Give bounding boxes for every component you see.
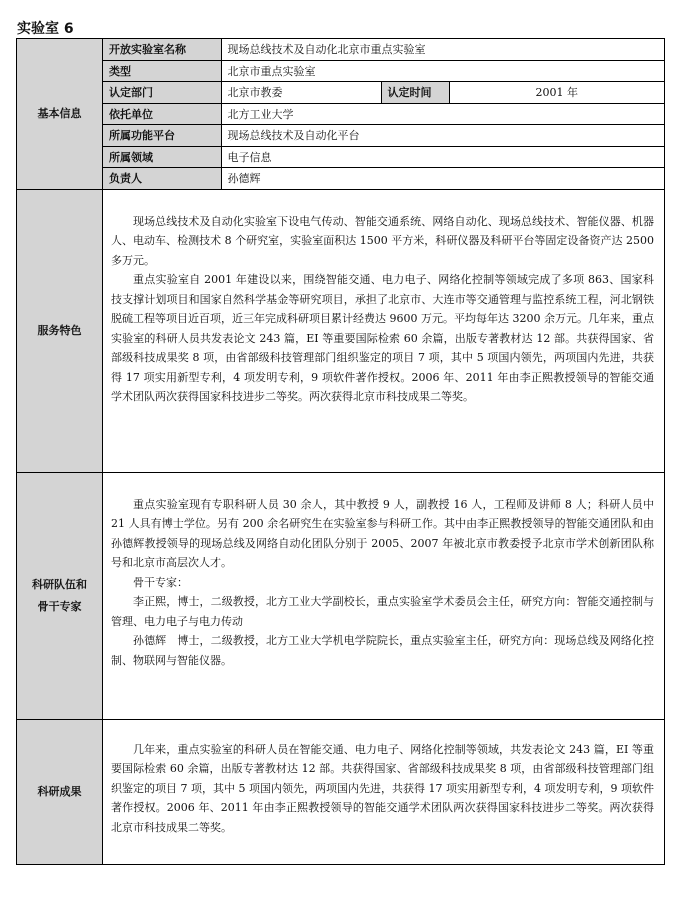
- value-field: 电子信息: [221, 146, 664, 168]
- service-paragraph: 重点实验室自 2001 年建设以来，围绕智能交通、电力电子、网络化控制等领域完成了多项 863、国家科技支撑计划项目和国家自然科学基金等研究项目，承担了北京市、大连市等交通管理与监控系统工程，河北钢铁脱硫工程等项目近百项，近三年完成科研项目累计经费达 9600 万元。平均每年达 3200 余万元。几年来，重点实验室的科研人员共发表论文 243 篇，EI 等重要国际检索 60 余篇，出版专著教材达 12 部。共获得国家、省部级科技成果奖 8 项，由省部级科技管理部门组织鉴定的项目 7 项，其中 5 项国内领先，两项国内先进，共获得 17 项实用新型专利，4 项发明专利，9 项软件著作授权。2006 年、2011 年由李正熙教授领导的智能交通学术团队两次获得国家科技进步二等奖。两次获得北京市科技成果二等奖。: [111, 273, 654, 403]
- label-dept: 认定部门: [103, 82, 221, 104]
- results-paragraph: 几年来，重点实验室的科研人员在智能交通、电力电子、网络化控制等领域，共发表论文 243 篇，EI 等重要国际检索 60 余篇，出版专著教材达 12 部。共获得国家、省部级科技成果奖 8 项，由省部级科技管理部门组织鉴定的项目 7 项，其中 5 项国内领先，两项国内先进，共获得 17 项实用新型专利，4 项发明专利，9 项软件著作授权。2006 年、2011 年由李正熙教授领导的智能交通学术团队两次获得国家科技进步二等奖。两次获得北京市科技成果二等奖。: [111, 742, 654, 834]
- label-field: 所属领域: [103, 146, 221, 168]
- label-time: 认定时间: [381, 82, 449, 104]
- info-row-platform: [103, 125, 664, 147]
- value-time: 2001 年: [449, 82, 664, 104]
- label-head: 负责人: [103, 168, 221, 189]
- value-lab-name: 现场总线技术及自动化北京市重点实验室: [221, 39, 664, 60]
- section-label-basic: 基本信息: [17, 39, 103, 190]
- info-row-field: [103, 146, 664, 168]
- info-row-type: [103, 60, 664, 82]
- value-platform: 现场总线技术及自动化平台: [221, 125, 664, 147]
- value-type: 北京市重点实验室: [221, 60, 664, 82]
- basic-info-cell: [103, 39, 665, 190]
- label-type: 类型: [103, 60, 221, 82]
- lab-info-table: [16, 38, 665, 865]
- info-row-host: [103, 103, 664, 125]
- section-label-team: [17, 472, 103, 719]
- service-text-cell: [103, 189, 665, 472]
- team-row: [17, 472, 665, 719]
- team-paragraph: 孙德辉 博士，二级教授，北方工业大学机电学院院长，重点实验室主任，研究方向：现场总线及网络化控制、物联网与智能仪器。: [111, 634, 654, 667]
- value-host: 北方工业大学: [221, 103, 664, 125]
- section-label-team-line2: 骨干专家: [37, 599, 82, 613]
- info-row-head: [103, 168, 664, 189]
- team-paragraph: 重点实验室现有专职科研人员 30 余人，其中教授 9 人，副教授 16 人，工程师及讲师 8 人；科研人员中 21 人具有博士学位。另有 200 余名研究生在实验室参与科研工作。其中由李正熙教授领导的智能交通团队和由孙德辉教授领导的现场总线及网络自动化团队分别于 2005、2007 年被北京市教委授予北京市学术创新团队称号和北京市高层次人才。: [111, 497, 654, 569]
- service-row: [17, 189, 665, 472]
- basic-info-row: [17, 39, 665, 190]
- section-label-team-line1: 科研队伍和: [32, 577, 87, 591]
- value-head: 孙德辉: [221, 168, 664, 189]
- results-text-cell: [103, 719, 665, 864]
- team-paragraph: 李正熙，博士，二级教授，北方工业大学副校长，重点实验室学术委员会主任，研究方向：智能交通控制与管理、电力电子与电力传动: [111, 595, 654, 628]
- value-dept: 北京市教委: [221, 82, 381, 104]
- team-paragraph: 骨干专家：: [133, 575, 188, 589]
- label-platform: 所属功能平台: [103, 125, 221, 147]
- label-host: 依托单位: [103, 103, 221, 125]
- info-row-name: [103, 39, 664, 60]
- page-title: 实验室 6: [17, 21, 74, 37]
- results-row: [17, 719, 665, 864]
- label-lab-name: 开放实验室名称: [103, 39, 221, 60]
- info-row-dept: [103, 82, 664, 104]
- service-paragraph: 现场总线技术及自动化实验室下设电气传动、智能交通系统、网络自动化、现场总线技术、智能仪器、机器人、电动车、检测技术 8 个研究室，实验室面积达 1500 平方米，科研仪器及科研平台等固定设备资产达 2500 多万元。: [111, 214, 654, 267]
- section-label-service: 服务特色: [17, 189, 103, 472]
- basic-info-table: [103, 39, 664, 189]
- section-label-results: 科研成果: [17, 719, 103, 864]
- team-text-cell: [103, 472, 665, 719]
